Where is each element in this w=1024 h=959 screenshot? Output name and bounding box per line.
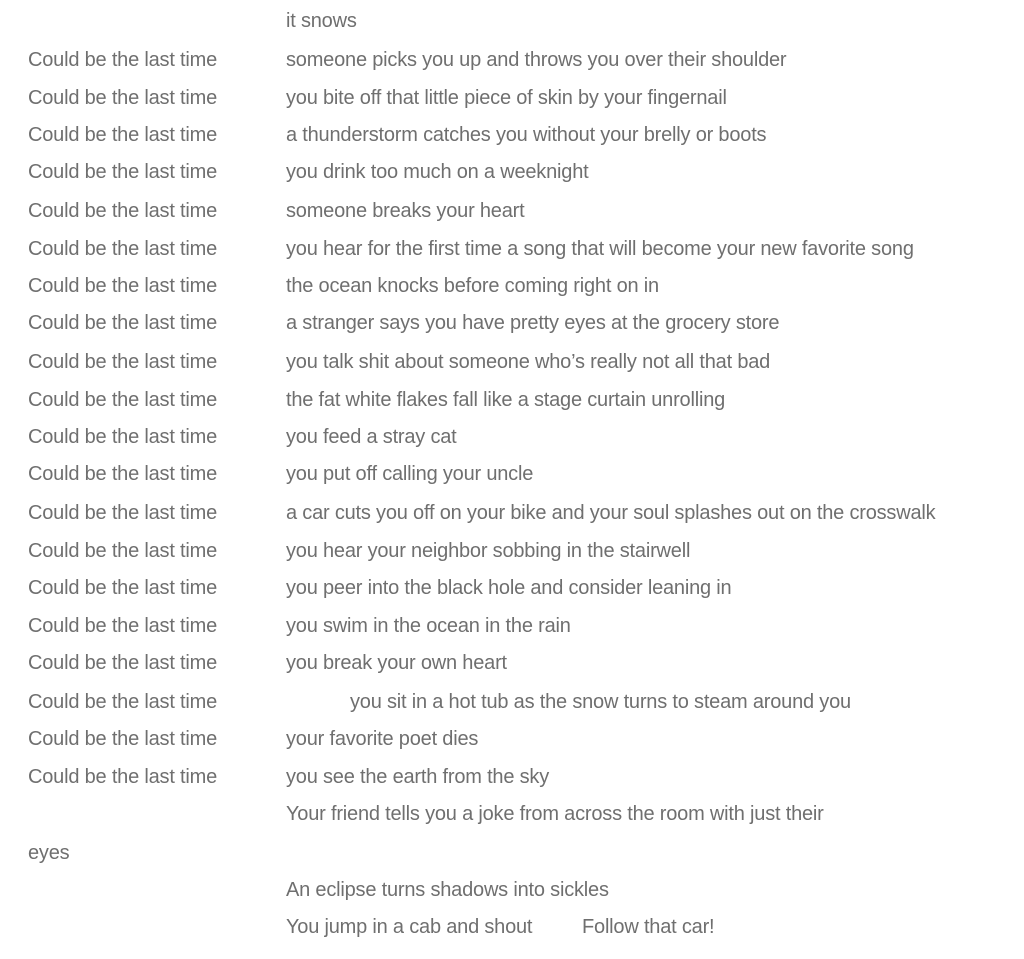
poem-line: you feed a stray cat <box>286 426 457 448</box>
refrain-label: Could be the last time <box>28 463 218 485</box>
cab-line-first-part: You jump in a cab and shout <box>286 916 533 938</box>
refrain-label: Could be the last time <box>28 200 218 222</box>
poem-line: you see the earth from the sky <box>286 766 550 788</box>
poem-line: you break your own heart <box>286 652 507 674</box>
poem-line-indented: you sit in a hot tub as the snow turns to steam around you <box>350 691 851 713</box>
poem-line: a car cuts you off on your bike and your soul splashes out on the crosswalk <box>286 502 936 524</box>
poem-line: you put off calling your uncle <box>286 463 534 485</box>
refrain-label: Could be the last time <box>28 652 218 674</box>
refrain-label: Could be the last time <box>28 49 218 71</box>
refrain-label: Could be the last time <box>28 275 218 297</box>
refrain-label: Could be the last time <box>28 161 218 183</box>
refrain-label: Could be the last time <box>28 502 218 524</box>
poem-line: someone breaks your heart <box>286 200 525 222</box>
refrain-label: Could be the last time <box>28 540 218 562</box>
refrain-label: Could be the last time <box>28 766 218 788</box>
refrain-label: Could be the last time <box>28 87 218 109</box>
poem-line: you hear your neighbor sobbing in the stairwell <box>286 540 691 562</box>
refrain-label: Could be the last time <box>28 351 218 373</box>
refrain-label: Could be the last time <box>28 728 218 750</box>
cab-line-shout: Follow that car! <box>582 916 715 938</box>
poem-line: you swim in the ocean in the rain <box>286 615 571 637</box>
poem-line: you talk shit about someone who’s really not all that bad <box>286 351 771 373</box>
poem-line: a stranger says you have pretty eyes at the grocery store <box>286 312 780 334</box>
poem-line: someone picks you up and throws you over their shoulder <box>286 49 787 71</box>
refrain-label: Could be the last time <box>28 124 218 146</box>
refrain-label: Could be the last time <box>28 691 218 713</box>
refrain-label: Could be the last time <box>28 312 218 334</box>
poem-opening-line: it snows <box>286 10 357 32</box>
poem-line: the ocean knocks before coming right on in <box>286 275 659 297</box>
poem-line: you bite off that little piece of skin by your fingernail <box>286 87 727 109</box>
refrain-label: Could be the last time <box>28 577 218 599</box>
refrain-label: Could be the last time <box>28 238 218 260</box>
poem-line: your favorite poet dies <box>286 728 479 750</box>
poem-line: a thunderstorm catches you without your brelly or boots <box>286 124 767 146</box>
poem-line: you peer into the black hole and consider leaning in <box>286 577 732 599</box>
eclipse-line: An eclipse turns shadows into sickles <box>286 879 609 901</box>
refrain-label: Could be the last time <box>28 426 218 448</box>
refrain-label: Could be the last time <box>28 615 218 637</box>
poem-line: you hear for the first time a song that will become your new favorite song <box>286 238 914 260</box>
poem-line: you drink too much on a weeknight <box>286 161 589 183</box>
refrain-label: Could be the last time <box>28 389 218 411</box>
friend-line: Your friend tells you a joke from across the room with just their <box>286 803 824 825</box>
poem-line: the fat white flakes fall like a stage curtain unrolling <box>286 389 726 411</box>
friend-line-wrap: eyes <box>28 842 70 864</box>
